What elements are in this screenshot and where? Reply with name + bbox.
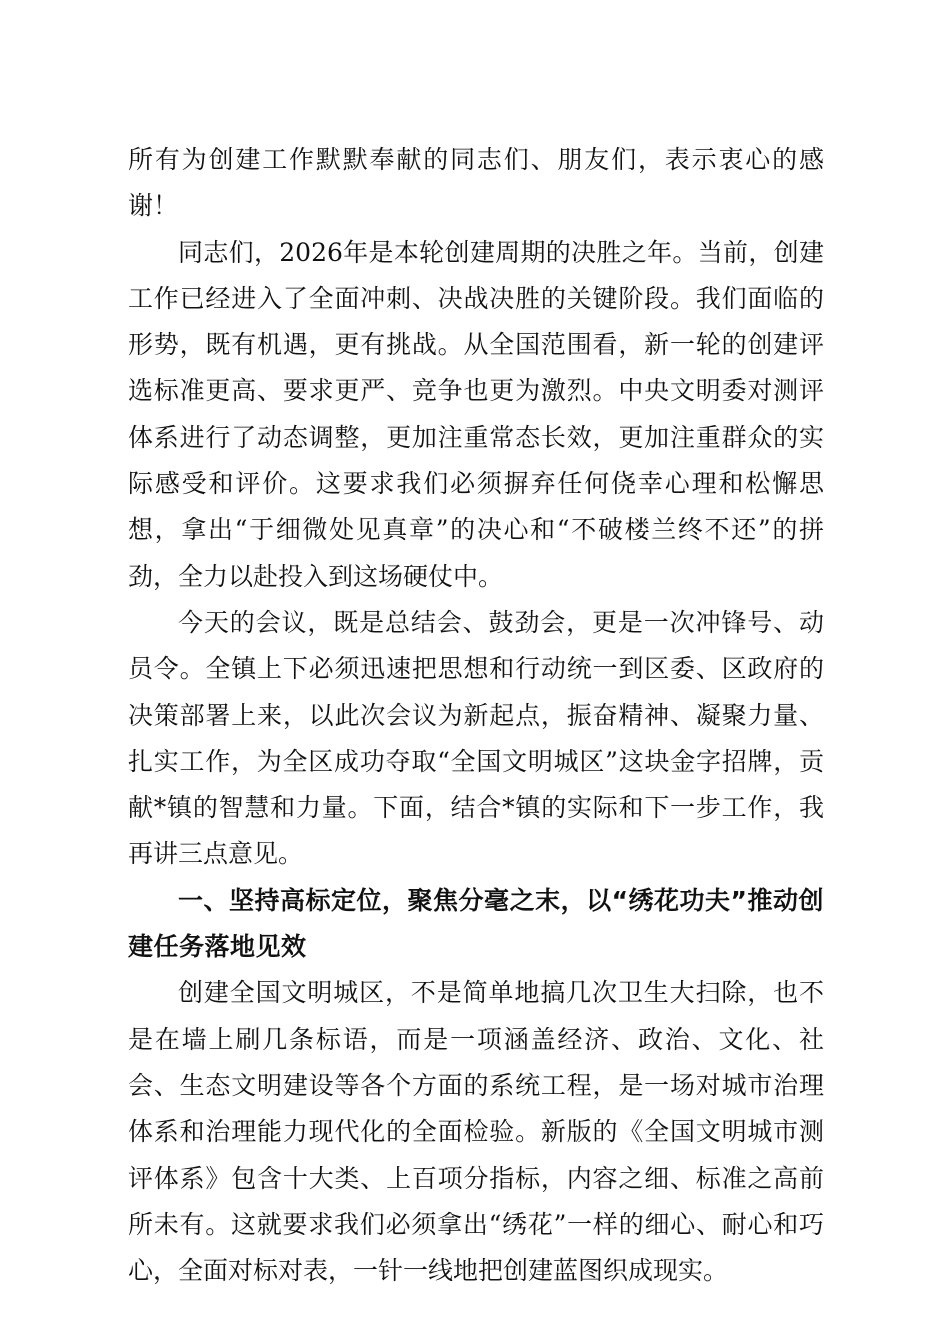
paragraph-situation: 同志们，2026年是本轮创建周期的决胜之年。当前，创建工作已经进入了全面冲刺、决战决胜的关键阶段。我们面临的形势，既有机遇，更有挑战。从全国范围看，新一轮的创建评选标准更高、要求更严、竞争也更为激烈。中央文明委对测评体系进行了动态调整，更加注重常态长效，更加注重群众的实际感受和评价。这要求我们必须摒弃任何侥幸心理和松懈思想，拿出“于细微处见真章”的决心和“不破楼兰终不还”的拼劲，全力以赴投入到这场硬仗中。 (128, 237, 824, 591)
section-heading-1: 一、坚持高标定位，聚焦分毫之末，以“绣花功夫”推动创建任务落地见效 (128, 885, 824, 962)
paragraph-section-1-body: 创建全国文明城区，不是简单地搞几次卫生大扫除，也不是在墙上刷几条标语，而是一项涵盖经济、政治、文化、社会、生态文明建设等各个方面的系统工程，是一场对城市治理体系和治理能力现代化的全面检验。新版的《全国文明城市测评体系》包含十大类、上百项分指标，内容之细、标准之高前所未有。这就要求我们必须拿出“绣花”一样的细心、耐心和巧心，全面对标对表，一针一线地把创建蓝图织成现实。 (128, 978, 824, 1286)
document-body (128, 137, 824, 1294)
paragraph-meeting-purpose: 今天的会议，既是总结会、鼓劲会，更是一次冲锋号、动员令。全镇上下必须迅速把思想和行动统一到区委、区政府的决策部署上来，以此次会议为新起点，振奋精神、凝聚力量、扎实工作，为全区成功夺取“全国文明城区”这块金字招牌，贡献*镇的智慧和力量。下面，结合*镇的实际和下一步工作，我再讲三点意见。 (128, 607, 824, 869)
paragraph-closing-thanks: 所有为创建工作默默奉献的同志们、朋友们，表示衷心的感谢！ (128, 145, 824, 221)
